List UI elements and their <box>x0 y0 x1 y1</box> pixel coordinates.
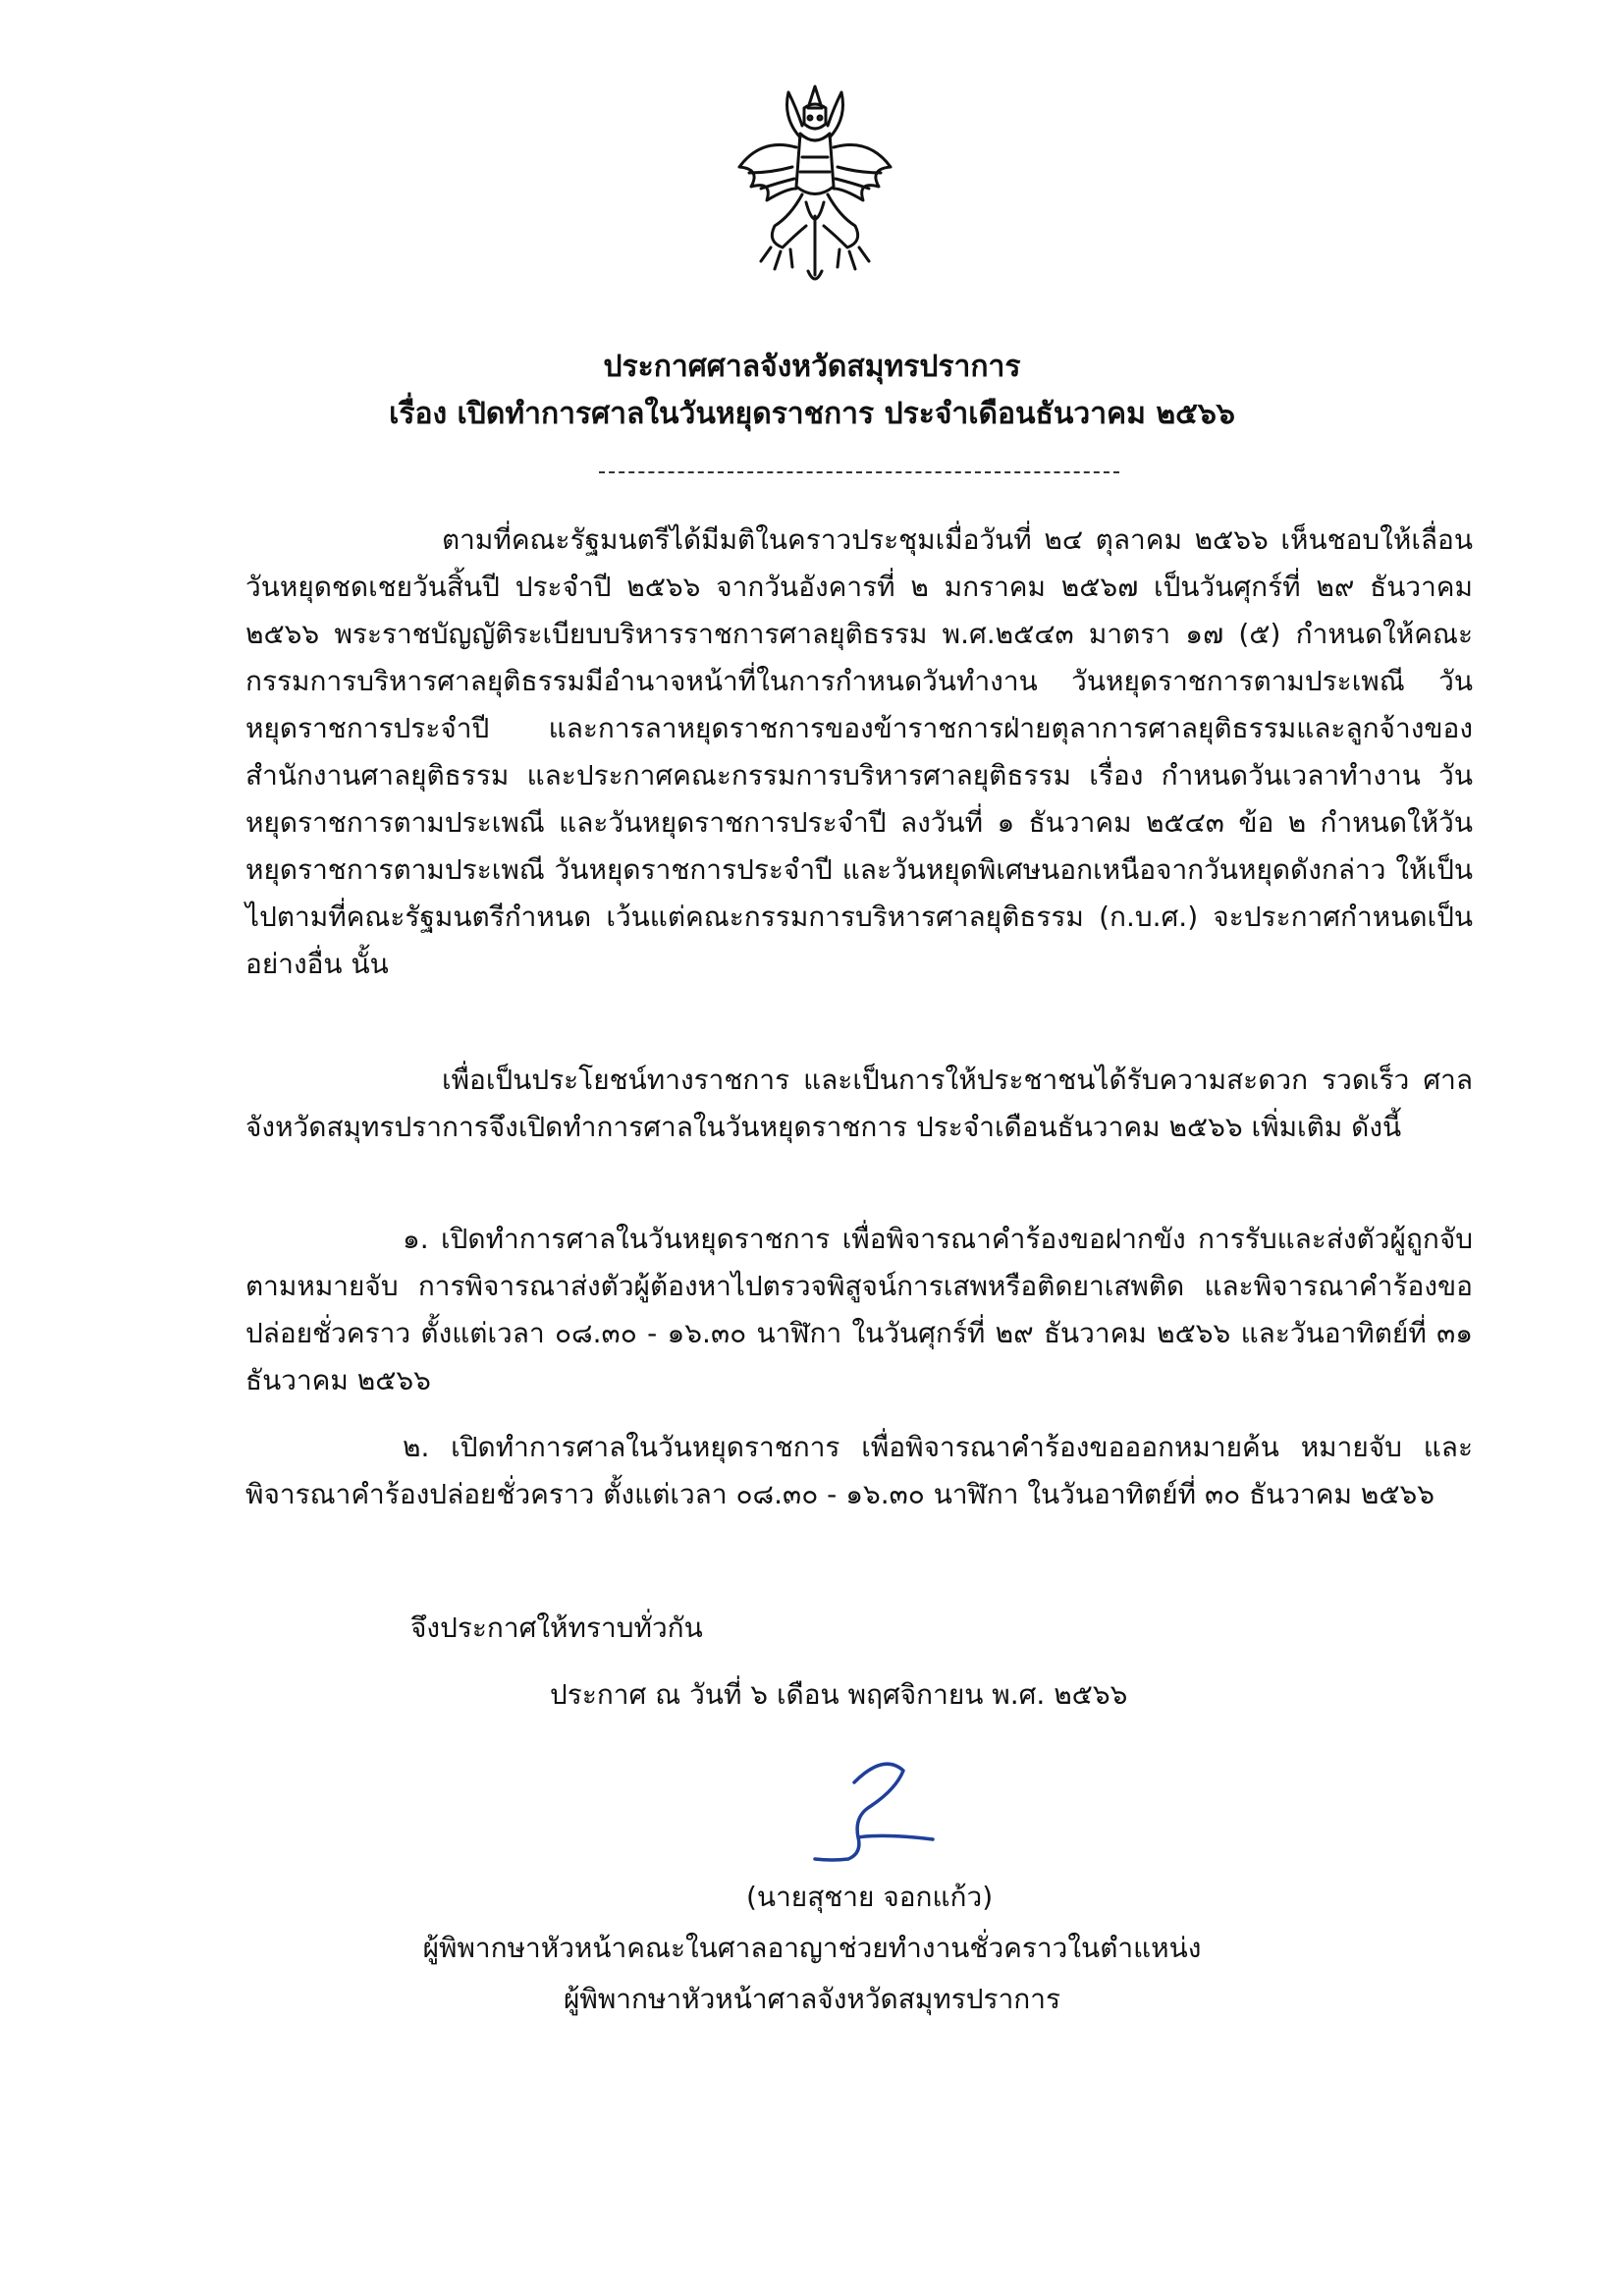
body-paragraph-1: ตามที่คณะรัฐมนตรีได้มีมติในคราวประชุมเมื่อวันที่ ๒๔ ตุลาคม ๒๕๖๖ เห็นชอบให้เลื่อนวันหยุดชดเชยวันสิ้นปี ประจำปี ๒๕๖๖ จากวันอังคารที่ ๒ มกราคม ๒๕๖๗ เป็นวันศุกร์ที่ ๒๙ ธันวาคม ๒๕๖๖ พระราชบัญญัติระเบียบบริหารราชการศาลยุติธรรม พ.ศ.๒๕๔๓ มาตรา ๑๗ (๕) กำหนดให้คณะกรรมการบริหารศาลยุติธรรมมีอำนาจหน้าที่ในการกำหนดวันทำงาน วันหยุดราชการตามประเพณี วันหยุดราชการประจำปี และการลาหยุดราชการของข้าราชการฝ่ายตุลาการศาลยุติธรรมและลูกจ้างของสำนักงานศาลยุติธรรม และประกาศคณะกรรมการบริหารศาลยุติธรรม เรื่อง กำหนดวันเวลาทำงาน วันหยุดราชการตามประเพณี และวันหยุดราชการประจำปี ลงวันที่ ๑ ธันวาคม ๒๕๔๓ ข้อ ๒ กำหนดให้วันหยุดราชการตามประเพณี วันหยุดราชการประจำปี และวันหยุดพิเศษนอกเหนือจากวันหยุดดังกล่าว ให้เป็นไปตามที่คณะรัฐมนตรีกำหนด เว้นแต่คณะกรรมการบริหารศาลยุติธรรม (ก.บ.ศ.) จะประกาศกำหนดเป็นอย่างอื่น นั้น <box>245 523 1473 980</box>
subject-line: เรื่อง เปิดทำการศาลในวันหยุดราชการ ประจำเดือนธันวาคม ๒๕๖๖ <box>389 397 1235 431</box>
closing-notice: จึงประกาศให้ทราบทั่วกัน <box>410 1612 703 1644</box>
signatory-name: (นายสุชาย จอกแก้ว) <box>746 1881 994 1913</box>
body-paragraph-2: เพื่อเป็นประโยชน์ทางราชการ และเป็นการให้ประชาชนได้รับความสะดวก รวดเร็ว ศาลจังหวัดสมุทรปราการจึงเปิดทำการศาลในวันหยุดราชการ ประจำเดือนธันวาคม ๒๕๖๖ เพิ่มเติม ดังนี้ <box>245 1064 1473 1143</box>
garuda-emblem-icon <box>731 79 898 295</box>
announcement-date: ประกาศ ณ วันที่ ๖ เดือน พฤศจิกายน พ.ศ. ๒๕๖๖ <box>550 1678 1128 1711</box>
list-item-1: ๑. เปิดทำการศาลในวันหยุดราชการ เพื่อพิจารณาคำร้องขอฝากขัง การรับและส่งตัวผู้ถูกจับตามหมายจับ การพิจารณาส่งตัวผู้ต้องหาไปตรวจพิสูจน์การเสพหรือติดยาเสพติด และพิจารณาคำร้องขอปล่อยชั่วคราว ตั้งแต่เวลา ๐๘.๓๐ - ๑๖.๓๐ นาฬิกา ในวันศุกร์ที่ ๒๙ ธันวาคม ๒๕๖๖ และวันอาทิตย์ที่ ๓๑ ธันวาคม ๒๕๖๖ <box>245 1223 1473 1396</box>
signatory-position-2: ผู้พิพากษาหัวหน้าศาลจังหวัดสมุทรปราการ <box>563 1983 1061 2015</box>
handwritten-signature <box>785 1743 943 1890</box>
signatory-position-1: ผู้พิพากษาหัวหน้าคณะในศาลอาญาช่วยทำงานชั่วคราวในตำแหน่ง <box>422 1932 1202 1964</box>
list-item-2: ๒. เปิดทำการศาลในวันหยุดราชการ เพื่อพิจารณาคำร้องขอออกหมายค้น หมายจับ และพิจารณาคำร้องปล่อยชั่วคราว ตั้งแต่เวลา ๐๘.๓๐ - ๑๖.๓๐ นาฬิกา ในวันอาทิตย์ที่ ๓๐ ธันวาคม ๒๕๖๖ <box>245 1431 1473 1510</box>
divider <box>599 471 1119 473</box>
page-title: ประกาศศาลจังหวัดสมุทรปราการ <box>603 350 1021 384</box>
